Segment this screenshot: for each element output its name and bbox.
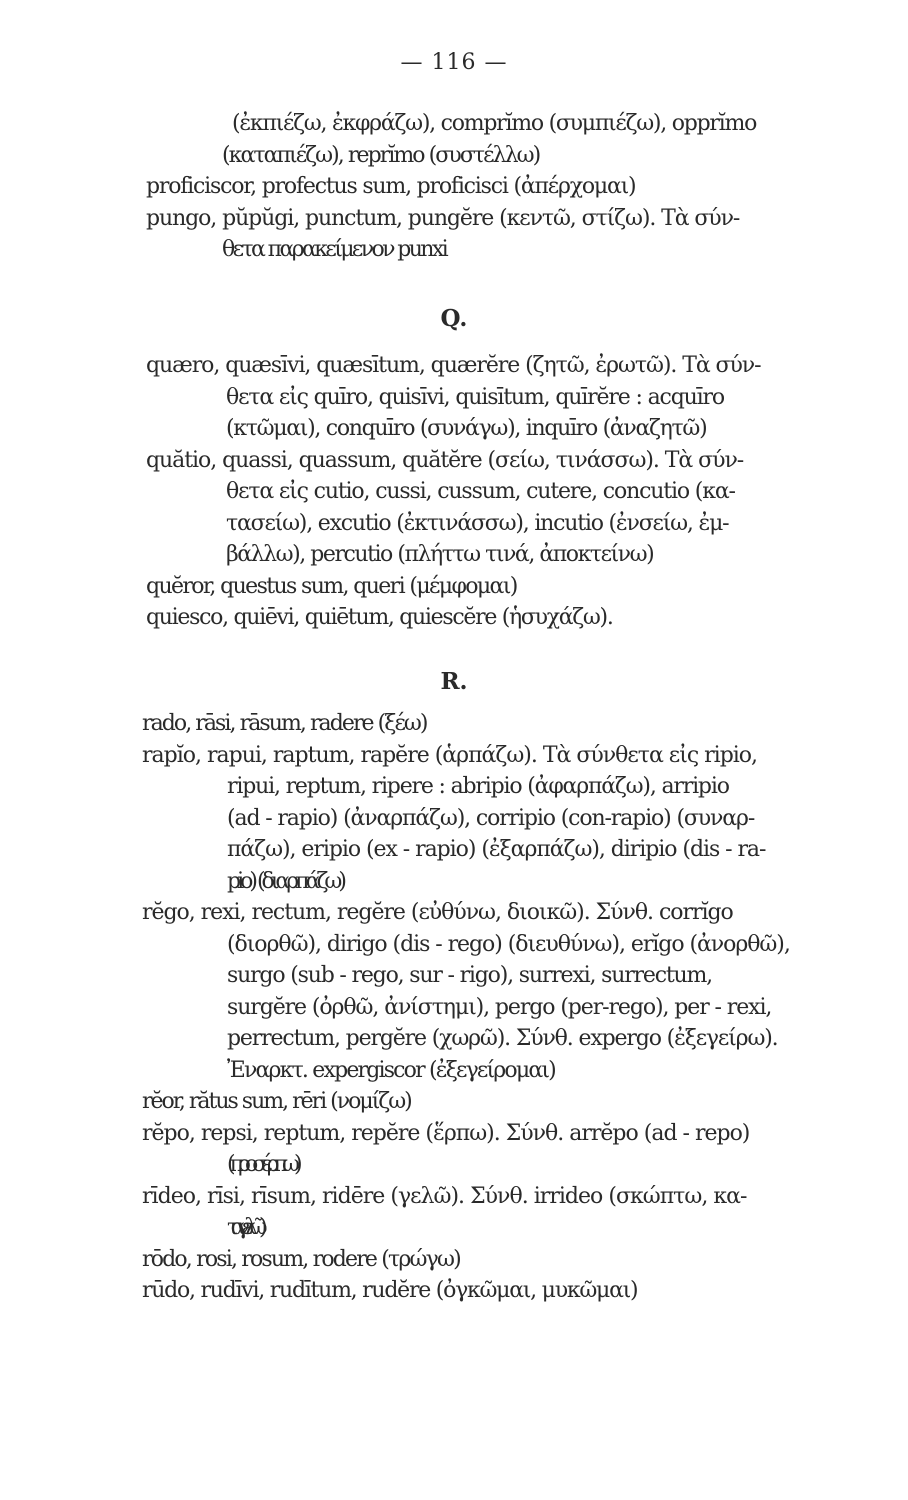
dictionary-entry [0, 740, 908, 898]
entry-headline: rapĭo, rapui, raptum, rapĕre (ἁρπάζω). Τὰ σύνθετα εἰς ripio, [142, 742, 758, 768]
entry-headline: (ἐκπιέζω, ἐκφράζω), comprĭmo (συμπιέζω), opprĭmo [232, 111, 757, 136]
entry-headline: rĕpo, repsi, reptum, repĕre (ἕρπω). Σύνθ. arrĕpo (ad - repo) [142, 1120, 750, 1146]
entry-headline: rado, rāsi, rāsum, radere (ξέω) [142, 711, 427, 736]
entry-continuation: surgo (sub - rego, sur - rigo), surrexi, surrectum, [227, 963, 712, 988]
dictionary-entry [0, 1244, 908, 1276]
entry-continuation: βάλλω), percutio (πλήττω τινά, ἀποκτείνω) [226, 542, 654, 567]
entry-list [0, 708, 908, 1307]
entry-continuation: ταγελῶ) [227, 1215, 260, 1240]
dictionary-entry [0, 445, 908, 571]
entry-headline: quæro, quæsīvi, quæsītum, quærĕre (ζητῶ, ἐρωτῶ). Τὰ σύν- [146, 353, 761, 378]
section-heading: R. [440, 668, 468, 695]
entry-headline: rĕgo, rexi, rectum, regĕre (εὐθύνω, διοικῶ). Σύνθ. corrĭgo [142, 900, 733, 925]
entry-headline: quiesco, quiēvi, quiētum, quiescĕre (ἡσυχάζω). [146, 605, 613, 630]
entry-continuation: pio) (διαρπάζω) [227, 868, 343, 894]
entry-continuation: τασείω), excutio (ἐκτινάσσω), incutio (ἐνσείω, ἐμ- [226, 510, 729, 536]
entry-continuation: πάζω), eripio (ex - rapio) (ἐξαρπάζω), diripio (dis - ra- [227, 837, 766, 862]
entry-headline: rĕor, rătus sum, rēri (νομίζω) [142, 1089, 411, 1114]
dictionary-entry [0, 897, 908, 1086]
entry-continuation: (καταπιέζω), reprĭmo (συστέλλω) [222, 142, 540, 168]
page-number: — 116 — [400, 50, 508, 75]
dictionary-entry [0, 1181, 908, 1244]
section-heading: Q. [440, 305, 468, 332]
entry-list [0, 350, 908, 634]
dictionary-entry [0, 571, 908, 603]
entry-continuation: θετα εἰς quīro, quisīvi, quisītum, quīrĕre : acquīro [226, 384, 725, 410]
entry-continuation: (προσέρπω) [227, 1152, 297, 1177]
entry-continuation: Ἐναρκτ. expergiscor (ἐξεγείρομαι) [227, 1057, 555, 1083]
entry-continuation: (κτῶμαι), conquīro (συνάγω), inquīro (ἀναζητῶ) [226, 416, 707, 441]
entry-continuation: θετα παρακείμενον punxi [222, 237, 447, 262]
entry-headline: proficiscor, profectus sum, proficisci (ἀπέρχομαι) [146, 174, 636, 199]
dictionary-entry [0, 350, 908, 445]
entry-continuation: (ad - rapio) (ἀναρπάζω), corripio (con-rapio) (συναρ- [227, 805, 755, 831]
dictionary-entry [0, 708, 908, 740]
dictionary-entry [0, 171, 908, 203]
dictionary-entry [0, 203, 908, 266]
entry-continuation: perrectum, pergĕre (χωρῶ). Σύνθ. expergo (ἐξεγείρω). [227, 1026, 778, 1051]
entry-headline: pungo, pŭpŭgi, punctum, pungĕre (κεντῶ, στίζω). Τὰ σύν- [146, 205, 740, 231]
dictionary-entry [0, 1275, 908, 1307]
entry-continuation: θετα εἰς cutio, cussi, cussum, cutere, concutio (κα- [226, 479, 735, 504]
entry-headline: rōdo, rosi, rosum, rodere (τρώγω) [142, 1246, 460, 1272]
entry-continuation: surgĕre (ὀρθῶ, ἀνίστημι), pergo (per-rego), per - rexi, [227, 994, 772, 1020]
dictionary-entry [0, 1118, 908, 1181]
dictionary-entry [0, 602, 908, 634]
entry-continuation: ripui, reptum, ripere : abripio (ἀφαρπάζω), arripio [227, 774, 729, 799]
entry-list [0, 108, 908, 266]
dictionary-entry [0, 1086, 908, 1118]
entry-headline: quĕror, questus sum, queri (μέμφομαι) [146, 573, 517, 599]
dictionary-entry [0, 108, 908, 171]
entry-continuation: (διορθῶ), dirigo (dis - rego) (διευθύνω), erĭgo (ἀνορθῶ), [227, 931, 790, 957]
entry-headline: rūdo, rudīvi, rudītum, rudĕre (ὀγκῶμαι, μυκῶμαι) [142, 1278, 638, 1303]
entry-headline: quătio, quassi, quassum, quătĕre (σείω, τινάσσω). Τὰ σύν- [146, 447, 744, 473]
entry-headline: rīdeo, rīsi, rīsum, ridēre (γελῶ). Σύνθ. irrideo (σκώπτω, κα- [142, 1183, 747, 1209]
